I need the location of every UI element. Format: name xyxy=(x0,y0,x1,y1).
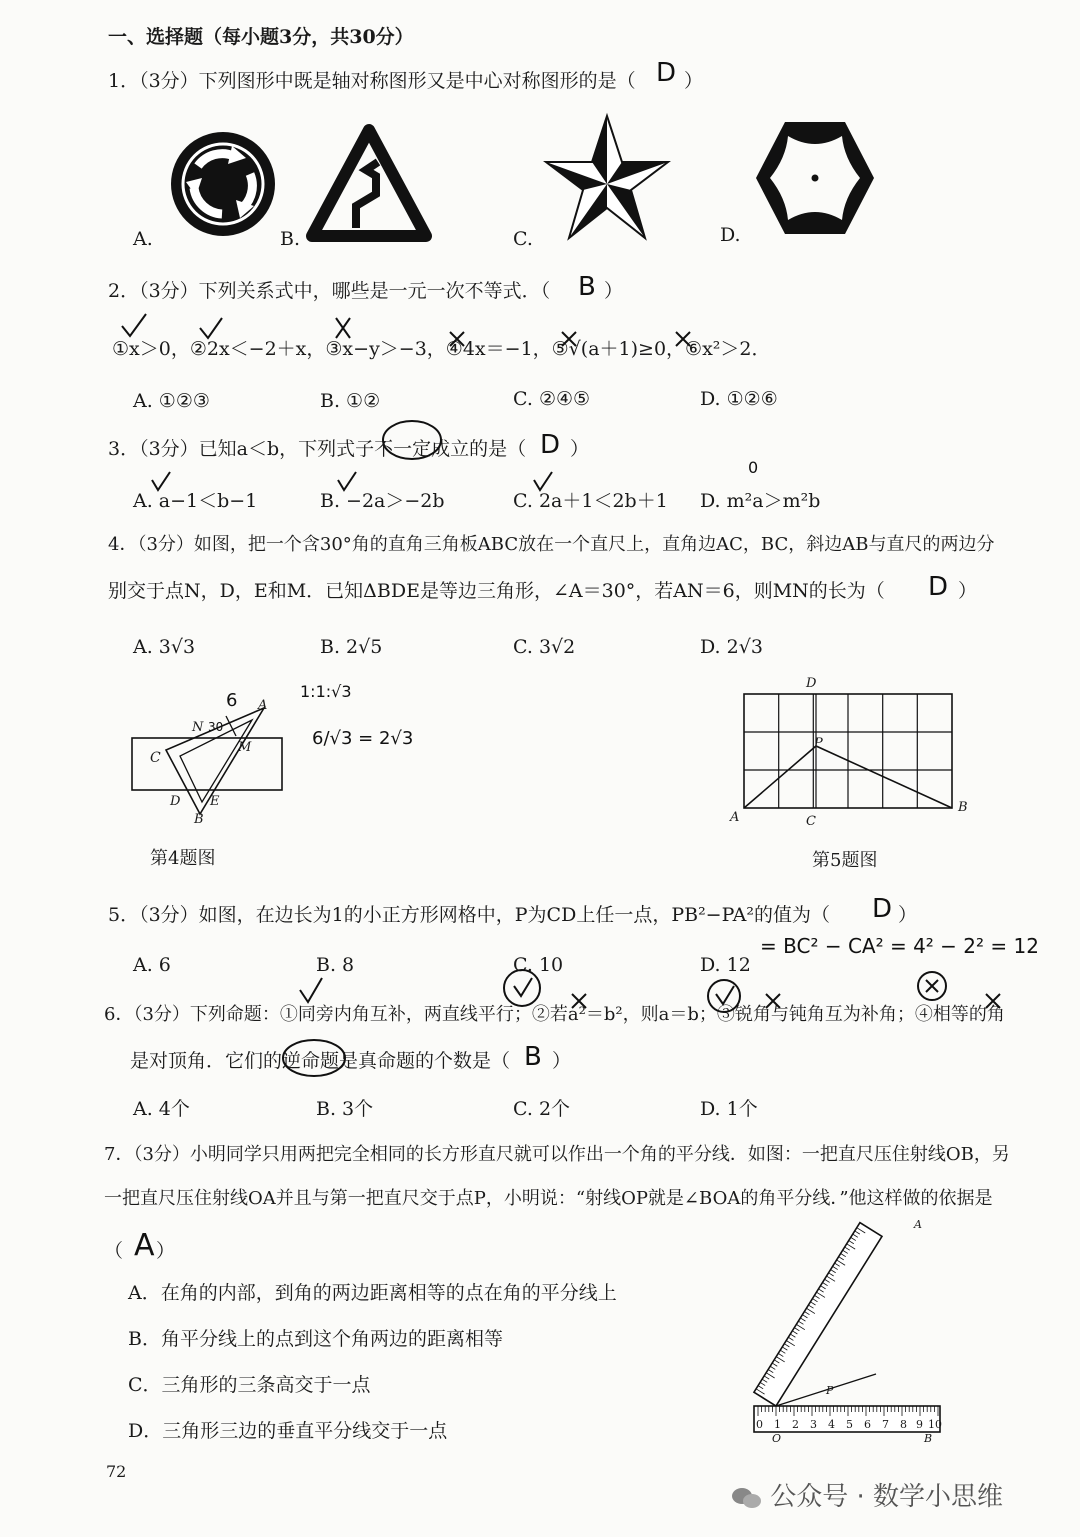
fig7-label-b: B xyxy=(924,1432,933,1445)
q1-figure-a-roundabout-icon xyxy=(168,126,278,242)
q2-handwritten-answer: B xyxy=(578,272,596,302)
ruler-tick-label: 8 xyxy=(900,1418,907,1431)
q3-note-zero: 0 xyxy=(748,458,759,477)
q6-handwritten-marks xyxy=(296,966,1076,1010)
q6-stem-line2: 是对顶角．它们的逆命题是真命题的个数是（ xyxy=(130,1050,511,1072)
q1-option-a: A. xyxy=(133,228,153,250)
q7-handwritten-answer: A xyxy=(134,1228,155,1263)
ruler-tick-label: 1 xyxy=(774,1418,781,1431)
q1-option-b: B. xyxy=(280,228,301,250)
q6-stem-line1: 6．（3分）下列命题：①同旁内角互补，两直线平行；②若a²＝b²，则a＝b；③锐角与钝角互为补角；④相等的角 xyxy=(104,1004,1005,1025)
fig4-label-a: A xyxy=(258,698,268,713)
q1-figure-d-umbrella-icon xyxy=(752,118,878,238)
fig7-label-p: P xyxy=(826,1384,834,1397)
q7-option-a: A．在角的内部，到角的两边距离相等的点在角的平分线上 xyxy=(128,1282,617,1304)
q6-option-b: B. 3个 xyxy=(316,1098,374,1120)
q4-note-calc: 6/√3 = 2√3 xyxy=(312,728,414,749)
q3-option-b: B. −2a＞−2b xyxy=(320,490,445,512)
q2-stem: 2．（3分）下列关系式中，哪些是一元一次不等式．（ xyxy=(108,280,551,302)
q5-figure-caption: 第5题图 xyxy=(812,850,878,871)
q1-handwritten-answer: D xyxy=(656,58,677,88)
fig4-label-d: D xyxy=(170,794,181,809)
ruler-tick-label: 10 xyxy=(928,1418,942,1431)
q1-figure-c-star-icon xyxy=(544,114,670,242)
q4-stem-line1: 4．（3分）如图，把一个含30°角的直角三角板ABC放在一个直尺上，直角边AC，BC，斜边AB与直尺的两边分 xyxy=(108,534,995,555)
q6-option-c: C. 2个 xyxy=(513,1098,571,1120)
fig4-label-angle: 30 xyxy=(208,720,224,734)
q3-option-a: A. a−1＜b−1 xyxy=(133,490,258,512)
q4-handwritten-answer: D xyxy=(928,572,949,602)
q4-note-ratio: 1:1:√3 xyxy=(300,682,352,701)
q7-stem-end: ） xyxy=(156,1240,176,1262)
q4-option-b: B. 2√5 xyxy=(320,636,383,658)
q1-stem-end: ） xyxy=(684,70,704,92)
fig4-label-e: E xyxy=(210,794,220,809)
q7-stem-line1: 7．（3分）小明同学只用两把完全相同的长方形直尺就可以作出一个角的平分线．如图：一把直尺压住射线OB，另 xyxy=(104,1144,1010,1165)
q5-option-a: A. 6 xyxy=(133,954,171,976)
q7-option-b: B．角平分线上的点到这个角两边的距离相等 xyxy=(128,1328,503,1350)
q1-figure-b-warning-sign-icon xyxy=(306,124,432,244)
q6-option-d: D. 1个 xyxy=(700,1098,758,1120)
q5-stem: 5．（3分）如图，在边长为1的小正方形网格中，P为CD上任一点，PB²−PA²的值为（ xyxy=(108,904,830,926)
q5-option-c: C. 10 xyxy=(513,954,564,976)
q4-figure-caption: 第4题图 xyxy=(150,848,216,869)
q7-figure-rulers xyxy=(746,1224,956,1440)
fig5-label-d: D xyxy=(806,676,817,691)
q6-stem-end: ） xyxy=(552,1050,572,1072)
fig5-label-b: B xyxy=(958,800,968,815)
ruler-tick-label: 3 xyxy=(810,1418,817,1431)
q4-option-c: C. 3√2 xyxy=(513,636,576,658)
fig5-label-c: C xyxy=(806,814,816,829)
q6-handwritten-answer: B xyxy=(524,1042,542,1072)
wechat-icon xyxy=(732,1486,762,1510)
q6-circled-keyword xyxy=(280,1036,350,1080)
q3-stem: 3．（3分）已知a＜b，下列式子不一定成立的是（ xyxy=(108,438,527,460)
q2-option-d: D. ①②⑥ xyxy=(700,388,778,410)
q5-option-b: B. 8 xyxy=(316,954,355,976)
ruler-tick-label: 4 xyxy=(828,1418,835,1431)
ruler-tick-label: 5 xyxy=(846,1418,853,1431)
ruler-tick-label: 0 xyxy=(756,1418,763,1431)
fig4-label-b: B xyxy=(194,812,204,827)
q2-option-b: B. ①② xyxy=(320,390,381,412)
ruler-tick-label: 7 xyxy=(882,1418,889,1431)
fig4-label-n: N xyxy=(192,720,204,735)
q2-option-c: C. ②④⑤ xyxy=(513,388,591,410)
q1-stem: 1．（3分）下列图形中既是轴对称图形又是中心对称图形的是（ xyxy=(108,70,636,92)
page-number: 72 xyxy=(106,1462,127,1481)
q5-note-calc: = BC² − CA² = 4² − 2² = 12 xyxy=(760,934,1039,958)
q7-stem-line2: 一把直尺压住射线OA并且与第一把直尺交于点P，小明说：“射线OP就是∠BOA的角平分线．”他这样做的依据是 xyxy=(104,1188,993,1209)
ruler-horizontal-labels xyxy=(750,1418,950,1432)
fig4-label-m: M xyxy=(238,740,252,755)
fig7-label-o: O xyxy=(772,1432,782,1445)
q2-option-a: A. ①②③ xyxy=(133,390,210,412)
q3-option-d: D. m²a＞m²b xyxy=(700,490,821,512)
q3-handwritten-answer: D xyxy=(540,430,561,460)
q7-option-d: D．三角形三边的垂直平分线交于一点 xyxy=(128,1420,448,1442)
q2-stem-end: ） xyxy=(604,280,624,302)
fig7-label-a: A xyxy=(914,1218,922,1231)
fig5-label-p: P xyxy=(814,736,823,751)
q2-handwritten-marks xyxy=(110,312,720,346)
watermark-text: 公众号 · 数学小思维 xyxy=(770,1482,1004,1512)
q5-option-d: D. 12 xyxy=(700,954,751,976)
q4-stem-line2: 别交于点N，D，E和M．已知ΔBDE是等边三角形，∠A＝30°，若AN＝6，则MN的长为（ xyxy=(108,580,885,602)
q1-option-c: C. xyxy=(513,228,533,250)
fig4-label-c: C xyxy=(150,750,161,766)
q3-stem-end: ） xyxy=(570,438,590,460)
q4-option-d: D. 2√3 xyxy=(700,636,763,658)
fig5-label-a: A xyxy=(730,810,740,825)
ruler-tick-label: 2 xyxy=(792,1418,799,1431)
ruler-tick-label: 9 xyxy=(916,1418,923,1431)
q1-option-d: D. xyxy=(720,224,741,246)
watermark xyxy=(732,1476,1003,1513)
q7-stem-line3: （ xyxy=(104,1240,124,1262)
q4-option-a: A. 3√3 xyxy=(133,636,196,658)
q6-option-a: A. 4个 xyxy=(133,1098,190,1120)
q5-figure-grid xyxy=(742,692,956,810)
q4-note-six: 6 xyxy=(226,690,238,711)
q3-option-c: C. 2a＋1＜2b＋1 xyxy=(513,490,668,512)
section-title: 一、选择题（每小题3分，共30分） xyxy=(108,26,414,48)
ruler-tick-label: 6 xyxy=(864,1418,871,1431)
q5-handwritten-answer: D xyxy=(872,894,893,924)
q7-option-c: C．三角形的三条高交于一点 xyxy=(128,1374,371,1396)
q3-circled-keyword xyxy=(380,416,444,462)
q5-stem-end: ） xyxy=(898,904,918,926)
q2-items: ①x＞0，②2x＜−2＋x，③x−y＞−3，④4x＝−1，⑤√(a＋1)≥0，⑥x²＞2． xyxy=(112,338,771,360)
q4-stem-end: ） xyxy=(958,580,978,602)
